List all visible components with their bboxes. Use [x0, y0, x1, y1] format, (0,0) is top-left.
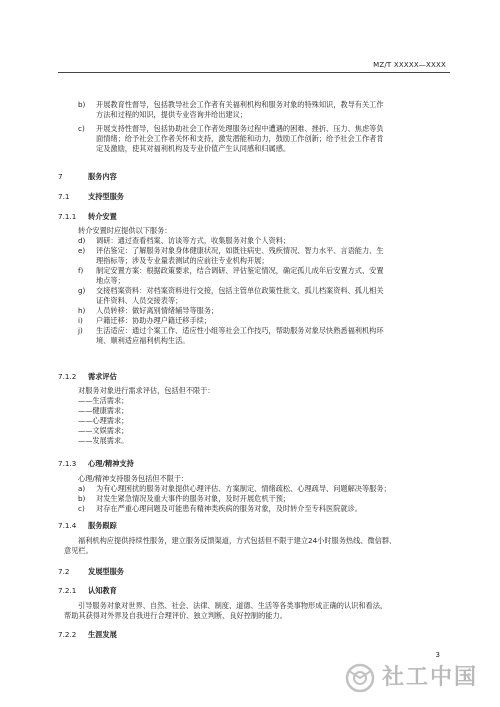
document-code: MZ/T XXXXX—XXXX — [373, 61, 446, 69]
list-marker: b) — [78, 494, 86, 503]
section-heading — [58, 567, 124, 577]
list-item-line: 交接档案资料：对档案资料进行交接，包括主管单位政策性批文、孤儿档案资料、孤儿相关 — [96, 286, 384, 295]
list-item-line: 对发生紧急情况及重大事件的服务对象，及时开展危机干预； — [96, 494, 291, 503]
section-title: 需求评估 — [88, 372, 117, 381]
section-intro: 转介安置时应提供以下服务： — [78, 226, 172, 235]
list-item-line: 地点等； — [96, 276, 125, 285]
section-title: 服务跟踪 — [88, 521, 117, 530]
list-marker: c) — [78, 124, 85, 133]
list-item-line: 定及激励，使其对福利机构及专业价值产生认同感和归属感。 — [96, 144, 291, 153]
paragraph-line: 帮助其获得对外界及自我进行合理评价、独立判断、良好控制的能力。 — [64, 611, 287, 620]
section-heading — [58, 521, 117, 531]
list-item-line: 理指标等；涉及专业量表测试的应前往专业机构开展； — [96, 256, 269, 265]
list-item-line: 面情绪；给予社会工作者关怀和支持，激发潜能和动力，鼓励工作创新；给予社会工作者肯 — [96, 134, 384, 143]
list-item — [78, 286, 450, 306]
list-item — [78, 494, 454, 504]
section-intro: 心理/精神支持服务包括但不限于： — [78, 474, 189, 483]
page-number: 3 — [435, 651, 440, 659]
section-body — [64, 601, 452, 621]
section-number: 7.1.1 — [58, 212, 77, 221]
section-body — [78, 474, 454, 514]
list-item-line: 生活适应：通过个案工作、适应性小组等社会工作技巧，帮助服务对象尽快熟悉福利机构环 — [96, 326, 384, 335]
list-item-line: 制定安置方案：根据政策要求，结合调研、评估鉴定情况，确定孤儿成年后安置方式、安置 — [96, 266, 384, 275]
list-item-line: 评估鉴定：了解服务对象身体健康状况，如既往病史、残疾情况、智力水平、言语能力、生 — [96, 246, 384, 255]
section-heading — [58, 212, 117, 222]
list-marker: c) — [78, 504, 85, 513]
section-heading — [58, 630, 117, 640]
list-item — [78, 326, 450, 346]
list-item — [78, 246, 450, 266]
dash-item: ——心理需求； — [78, 416, 129, 425]
paragraph-line: 意见栏。 — [64, 546, 93, 555]
list-marker: e) — [78, 246, 86, 255]
dash-item: ——发展需求。 — [78, 436, 129, 445]
list-marker: a) — [78, 484, 86, 493]
list-item-line: 人员转移：做好离别情绪辅导等服务； — [96, 306, 219, 315]
list-item-line: 方法和过程的知识，提供专业咨询并给出建议； — [96, 110, 247, 119]
list-marker: d) — [78, 236, 86, 245]
section-number: 7.1.4 — [58, 521, 77, 530]
section-body — [64, 536, 452, 556]
section-number: 7.1.2 — [58, 372, 77, 381]
section-title: 认知教育 — [88, 586, 117, 595]
list-item — [78, 504, 454, 514]
header-rule — [58, 72, 450, 73]
section-title: 转介安置 — [88, 212, 117, 221]
section-title: 发展型服务 — [88, 567, 124, 576]
section-number: 7.2 — [58, 567, 70, 576]
section-title: 心理/精神支持 — [88, 459, 134, 468]
list-marker: g) — [78, 286, 86, 295]
list-item — [78, 266, 450, 286]
list-item — [78, 316, 450, 326]
section-number: 7 — [58, 172, 63, 181]
list-item-line: 户籍迁移：协助办理户籍迁移手续； — [96, 316, 212, 325]
section-title: 支持型服务 — [88, 192, 124, 201]
section-heading — [58, 192, 124, 202]
section-number: 7.1.3 — [58, 459, 77, 468]
section-number: 7.2.1 — [58, 586, 77, 595]
list-item-line: 对存在严重心理问题及可能患有精神类疾病的服务对象，及时转介至专科医院就诊。 — [96, 504, 362, 513]
watermark — [336, 662, 486, 694]
list-item-line: 开展教育性督导，包括教导社会工作者有关福利机构和服务对象的特殊知识，教导有关工作 — [96, 100, 384, 109]
watermark-text: 社工中国 — [382, 665, 479, 690]
section-heading — [58, 172, 117, 182]
list-marker: j) — [78, 326, 83, 335]
section-body — [78, 386, 450, 446]
list-item — [78, 306, 450, 316]
list-item — [78, 484, 454, 494]
list-marker: i) — [78, 316, 83, 325]
section-intro: 对服务对象进行需求评估，包括但不限于： — [78, 386, 215, 395]
section-number: 7.1 — [58, 192, 70, 201]
section-heading — [58, 372, 117, 382]
list-item-line: 调研：通过查看档案、访谈等方式，收集服务对象个人资料； — [96, 236, 291, 245]
dash-item: ——生活需求； — [78, 396, 129, 405]
list-marker: b) — [78, 100, 86, 109]
dash-item: ——文娱需求； — [78, 426, 129, 435]
section-title: 生涯发展 — [88, 630, 117, 639]
list-item-line: 为有心理困扰的服务对象提供心理评估、方案制定、情绪疏松、心理疏导、问题解决等服务； — [96, 484, 391, 493]
list-item — [78, 124, 450, 154]
intro-list — [78, 100, 450, 154]
list-item-line: 证件资料、人员交接表等； — [96, 296, 183, 305]
list-item — [78, 236, 450, 246]
section-number: 7.2.2 — [58, 630, 77, 639]
section-heading — [58, 459, 134, 469]
list-marker: f) — [78, 266, 84, 275]
list-item — [78, 100, 450, 120]
list-marker: h) — [78, 306, 86, 315]
dash-item: ——健康需求； — [78, 406, 129, 415]
section-body — [78, 226, 450, 346]
section-heading — [58, 586, 117, 596]
section-title: 服务内容 — [88, 172, 117, 181]
paragraph-line: 引导服务对象对世界、自然、社会、法律、制度、道德、生活等各类事物形成正确的认识和看法， — [78, 601, 388, 610]
list-item-line: 境、顺利适应福利机构生活。 — [96, 336, 190, 345]
social-work-logo-icon — [340, 662, 380, 694]
paragraph-line: 福利机构应提供持续性服务，建立服务反馈渠道，方式包括但不限于建立24小时服务热线、微信群、 — [78, 536, 397, 545]
list-item-line: 开展支持性督导，包括协助社会工作者处理服务过程中遭遇的困难、挫折、压力、焦虑等负 — [96, 124, 384, 133]
